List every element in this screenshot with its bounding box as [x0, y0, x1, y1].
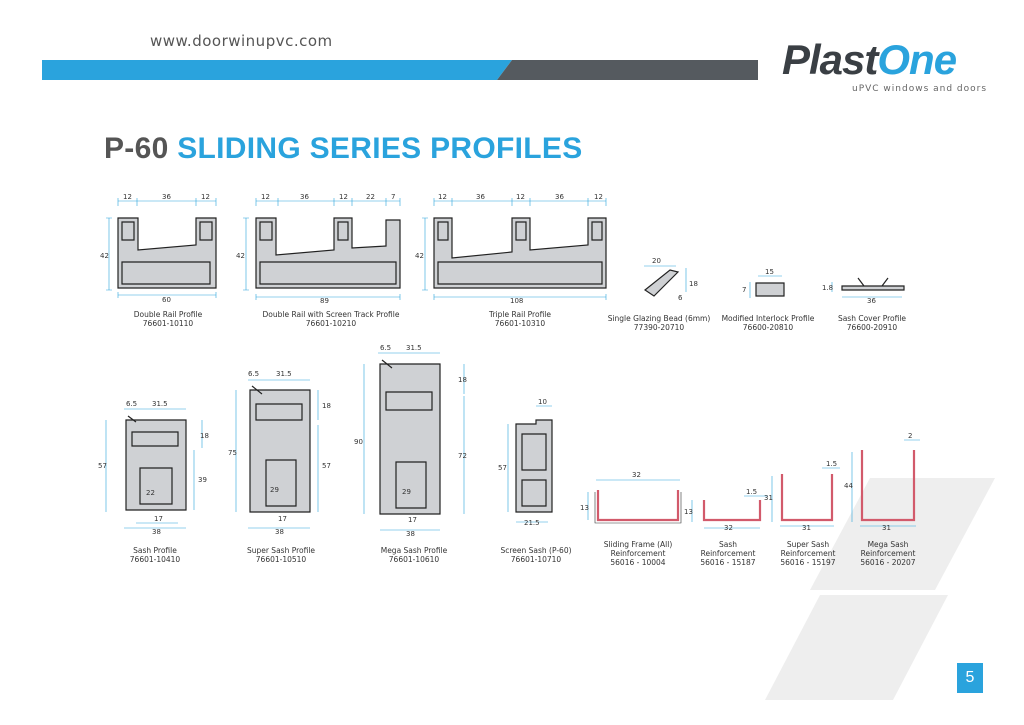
brand-logo-part1: Plast [782, 36, 878, 83]
dim-label: 12 [339, 193, 348, 201]
dim-label: 12 [201, 193, 210, 201]
caption-double-rail [118, 310, 218, 328]
caption-sash-profile [110, 546, 200, 564]
caption-name: Screen Sash (P-60) [500, 546, 572, 555]
dim-label: 21.5 [524, 519, 540, 527]
dim-label: 13 [580, 504, 589, 512]
caption-code: 76601-10310 [494, 319, 546, 328]
caption-double-rail-screen [256, 310, 406, 328]
dim-label: 29 [402, 488, 411, 496]
dim-label: 12 [516, 193, 525, 201]
caption-name: Double Rail Profile [133, 310, 203, 319]
dim-label: 36 [867, 297, 876, 305]
dim-label: 57 [322, 462, 331, 470]
caption-sash-reinf [692, 540, 764, 567]
caption-name: Single Glazing Bead (6mm) [607, 314, 711, 323]
dim-label: 12 [261, 193, 270, 201]
dim-label: 36 [555, 193, 564, 201]
dim-label: 17 [408, 516, 417, 524]
caption-name2: Reinforcement [700, 549, 756, 558]
dim-label: 42 [100, 252, 109, 260]
dim-label: 1.8 [822, 284, 834, 292]
dim-label: 36 [476, 193, 485, 201]
page-number: 5 [957, 663, 983, 693]
caption-name: Modified Interlock Profile [721, 314, 815, 323]
sash-profile-drawing [98, 400, 209, 536]
dim-label: 22 [146, 489, 155, 497]
glazing-bead-drawing [644, 257, 698, 302]
dim-label: 7 [391, 193, 396, 201]
super-sash-reinforcement-drawing [764, 460, 840, 532]
sash-reinforcement-drawing [684, 488, 768, 532]
caption-code: 76601-10110 [142, 319, 194, 328]
caption-code: 76601-10410 [129, 555, 181, 564]
caption-code: 77390-20710 [633, 323, 685, 332]
dim-label: 6.5 [126, 400, 138, 408]
dim-label: 36 [300, 193, 309, 201]
caption-triple-rail [470, 310, 570, 328]
sash-cover-drawing [822, 278, 904, 305]
triple-rail-drawing [415, 193, 606, 305]
dim-label: 75 [228, 449, 237, 457]
caption-name: Sash Cover Profile [837, 314, 907, 323]
dim-label: 7 [742, 286, 747, 294]
caption-name: Mega Sash [867, 540, 909, 549]
dim-label: 44 [844, 482, 853, 490]
caption-sash-cover [826, 314, 918, 332]
dim-label: 20 [652, 257, 661, 265]
double-rail-drawing [100, 193, 216, 304]
double-rail-screen-drawing [236, 193, 400, 305]
dim-label: 72 [458, 452, 467, 460]
dim-label: 6.5 [248, 370, 260, 378]
dim-label: 38 [152, 528, 161, 536]
dim-label: 31.5 [406, 344, 422, 352]
caption-code: 76601-10610 [388, 555, 440, 564]
caption-name: Double Rail with Screen Track Profile [262, 310, 400, 319]
caption-mega-sash-reinf [852, 540, 924, 567]
dim-label: 90 [354, 438, 363, 446]
dim-label: 31 [764, 494, 773, 502]
dim-label: 32 [724, 524, 733, 532]
dim-label: 31.5 [276, 370, 292, 378]
dim-label: 22 [366, 193, 375, 201]
super-sash-drawing [228, 370, 331, 536]
dim-label: 60 [162, 296, 171, 304]
dim-label: 29 [270, 486, 279, 494]
dim-label: 39 [198, 476, 207, 484]
dim-label: 18 [322, 402, 331, 410]
caption-code: 56016 - 20207 [860, 558, 916, 567]
dim-label: 42 [236, 252, 245, 260]
caption-name: Super Sash Profile [246, 546, 316, 555]
dim-label: 17 [278, 515, 287, 523]
dim-label: 1.5 [826, 460, 838, 468]
caption-glazing-bead [604, 314, 714, 332]
caption-name: Sash Profile [133, 546, 177, 555]
sliding-frame-reinforcement-drawing [580, 471, 681, 523]
caption-name: Super Sash [786, 540, 830, 549]
caption-name: Sash [718, 540, 738, 549]
dim-label: 13 [684, 508, 693, 516]
dim-label: 36 [162, 193, 171, 201]
caption-code: 76600-20810 [742, 323, 794, 332]
caption-name: Sliding Frame (All) [603, 540, 673, 549]
caption-super-sash [236, 546, 326, 564]
dim-label: 31 [882, 524, 891, 532]
brand-logo-part2: One [877, 36, 957, 83]
dim-label: 6.5 [380, 344, 392, 352]
caption-screen-sash [488, 546, 584, 564]
title-main: SLIDING SERIES PROFILES [177, 132, 583, 165]
dim-label: 1.5 [746, 488, 758, 496]
caption-code: 56016 - 15187 [700, 558, 756, 567]
caption-name2: Reinforcement [780, 549, 836, 558]
dim-label: 31 [802, 524, 811, 532]
dim-label: 18 [689, 280, 698, 288]
title-prefix: P-60 [104, 132, 169, 165]
caption-mega-sash [366, 546, 462, 564]
caption-name2: Reinforcement [860, 549, 916, 558]
caption-name: Triple Rail Profile [488, 310, 551, 319]
dim-label: 17 [154, 515, 163, 523]
dim-label: 57 [498, 464, 507, 472]
dim-label: 38 [275, 528, 284, 536]
caption-name2: Reinforcement [610, 549, 666, 558]
caption-code: 56016 - 10004 [610, 558, 666, 567]
dim-label: 108 [510, 297, 524, 305]
caption-name: Mega Sash Profile [380, 546, 448, 555]
dim-label: 10 [538, 398, 547, 406]
caption-interlock [720, 314, 816, 332]
dim-label: 89 [320, 297, 329, 305]
dim-label: 12 [438, 193, 447, 201]
brand-tagline: uPVC windows and doors [852, 84, 988, 94]
caption-code: 76601-10710 [510, 555, 562, 564]
dim-label: 42 [415, 252, 424, 260]
caption-code: 56016 - 15197 [780, 558, 836, 567]
dim-label: 12 [123, 193, 132, 201]
dim-label: 31.5 [152, 400, 168, 408]
dim-label: 6 [678, 294, 683, 302]
caption-super-sash-reinf [772, 540, 844, 567]
caption-code: 76601-10510 [255, 555, 307, 564]
dim-label: 32 [632, 471, 641, 479]
screen-sash-drawing [498, 398, 552, 527]
caption-sliding-frame-reinf [592, 540, 684, 567]
interlock-drawing [742, 268, 784, 298]
caption-code: 76601-10210 [305, 319, 357, 328]
dim-label: 38 [406, 530, 415, 538]
dim-label: 12 [594, 193, 603, 201]
website-url: www.doorwinupvc.com [150, 32, 333, 50]
mega-sash-drawing [354, 344, 467, 538]
dim-label: 2 [908, 432, 913, 440]
dim-label: 18 [200, 432, 209, 440]
dim-label: 18 [458, 376, 467, 384]
dim-label: 57 [98, 462, 107, 470]
dim-label: 15 [765, 268, 774, 276]
caption-code: 76600-20910 [846, 323, 898, 332]
